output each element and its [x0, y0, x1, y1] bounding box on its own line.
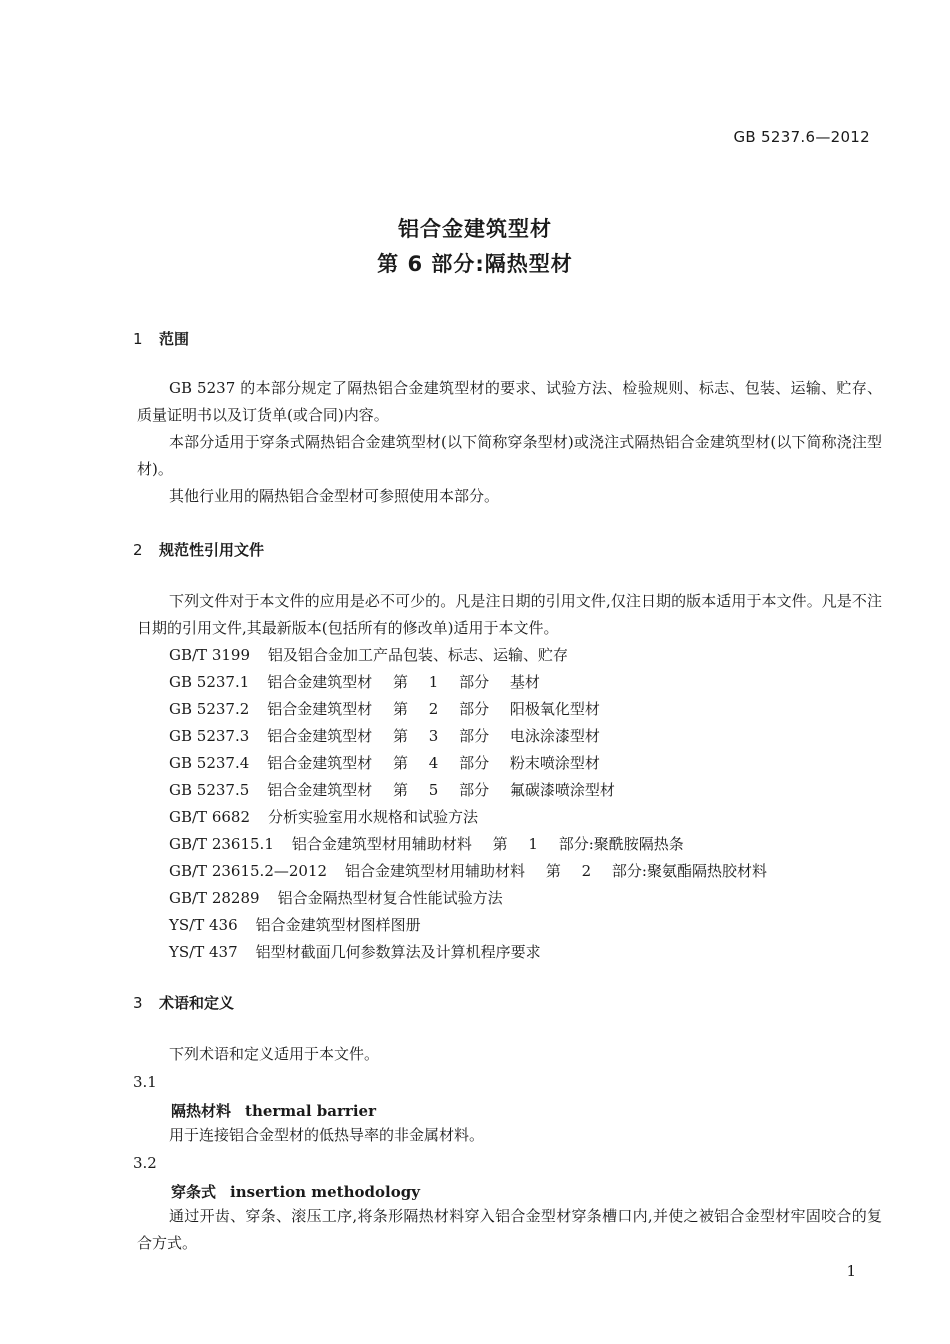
- document-title: 铝合金建筑型材: [398, 217, 552, 241]
- document-code: GB 5237.6—2012: [733, 128, 870, 146]
- reference-title: 铝合金建筑型材 第 5 部分 氟碳漆喷涂型材: [267, 781, 615, 799]
- reference-title: 铝合金建筑型材 第 1 部分 基材: [267, 673, 540, 691]
- section-heading-terms-definitions: [133, 992, 234, 1013]
- section-heading-scope: [133, 328, 189, 349]
- section-title: 规范性引用文件: [159, 541, 265, 559]
- paragraph: GB 5237 的本部分规定了隔热铝合金建筑型材的要求、试验方法、检验规则、标志、包装、运输、贮存、质量证明书以及订货单(或合同)内容。: [137, 379, 882, 424]
- reference-code: GB 5237.3: [169, 727, 250, 745]
- paragraph: 其他行业用的隔热铝合金型材可参照使用本部分。: [169, 487, 500, 505]
- reference-title: 铝合金建筑型材 第 3 部分 电泳涂漆型材: [267, 727, 600, 745]
- reference-item: [169, 671, 540, 692]
- term-en: insertion methodology: [230, 1183, 420, 1201]
- section-title: 范围: [159, 330, 190, 348]
- reference-title: 分析实验室用水规格和试验方法: [268, 808, 479, 826]
- reference-item: [169, 941, 541, 962]
- reference-title: 铝合金隔热型材复合性能试验方法: [277, 889, 503, 907]
- reference-code: GB/T 6682: [169, 808, 251, 826]
- document-subtitle: 第 6 部分:隔热型材: [377, 252, 573, 276]
- reference-code: GB/T 23615.1: [169, 835, 274, 853]
- term-zh: 隔热材料: [171, 1102, 232, 1120]
- paragraph: 本部分适用于穿条式隔热铝合金建筑型材(以下简称穿条型材)或浇注式隔热铝合金建筑型材(以下简称浇注型材)。: [137, 433, 882, 478]
- reference-title: 铝型材截面几何参数算法及计算机程序要求: [255, 943, 541, 961]
- reference-code: GB/T 3199: [169, 646, 251, 664]
- section-number: 1: [133, 330, 143, 348]
- term-heading: [171, 1100, 376, 1121]
- reference-item: [169, 779, 615, 800]
- reference-title: 铝合金建筑型材用辅助材料 第 1 部分:聚酰胺隔热条: [291, 835, 684, 853]
- reference-code: YS/T 436: [169, 916, 238, 934]
- reference-code: GB 5237.1: [169, 673, 250, 691]
- reference-item: [169, 725, 600, 746]
- term-definition: 用于连接铝合金型材的低热导率的非金属材料。: [169, 1126, 485, 1144]
- section-number: 2: [133, 541, 143, 559]
- term-heading: [171, 1181, 420, 1202]
- reference-code: GB 5237.2: [169, 700, 250, 718]
- reference-title: 铝及铝合金加工产品包装、标志、运输、贮存: [268, 646, 569, 664]
- section-title: 术语和定义: [159, 994, 235, 1012]
- reference-code: GB 5237.4: [169, 754, 250, 772]
- paragraph: 下列文件对于本文件的应用是必不可少的。凡是注日期的引用文件,仅注日期的版本适用于本文件。凡是不注日期的引用文件,其最新版本(包括所有的修改单)适用于本文件。: [137, 592, 882, 637]
- paragraph: 下列术语和定义适用于本文件。: [169, 1045, 380, 1063]
- reference-title: 铝合金建筑型材 第 4 部分 粉末喷涂型材: [267, 754, 600, 772]
- reference-item: [169, 806, 478, 827]
- reference-title: 铝合金建筑型材 第 2 部分 阳极氧化型材: [267, 700, 600, 718]
- section-number: 3: [133, 994, 143, 1012]
- reference-item: [169, 914, 421, 935]
- reference-item: [169, 644, 568, 665]
- term-en: thermal barrier: [245, 1102, 376, 1120]
- reference-code: YS/T 437: [169, 943, 238, 961]
- reference-code: GB/T 23615.2—2012: [169, 862, 328, 880]
- section-heading-normative-references: [133, 539, 264, 560]
- reference-title: 铝合金建筑型材图样图册: [255, 916, 421, 934]
- reference-item: [169, 698, 600, 719]
- page-number: 1: [846, 1262, 856, 1280]
- term-definition: 通过开齿、穿条、滚压工序,将条形隔热材料穿入铝合金型材穿条槽口内,并使之被铝合金型材牢固咬合的复合方式。: [137, 1207, 882, 1252]
- term-zh: 穿条式: [171, 1183, 217, 1201]
- term-number: 3.2: [133, 1154, 157, 1172]
- reference-title: 铝合金建筑型材用辅助材料 第 2 部分:聚氨酯隔热胶材料: [345, 862, 767, 880]
- reference-item: [169, 833, 684, 854]
- reference-item: [169, 752, 600, 773]
- reference-code: GB/T 28289: [169, 889, 260, 907]
- reference-item: [169, 887, 503, 908]
- term-number: 3.1: [133, 1073, 157, 1091]
- reference-code: GB 5237.5: [169, 781, 250, 799]
- reference-item: [169, 860, 767, 881]
